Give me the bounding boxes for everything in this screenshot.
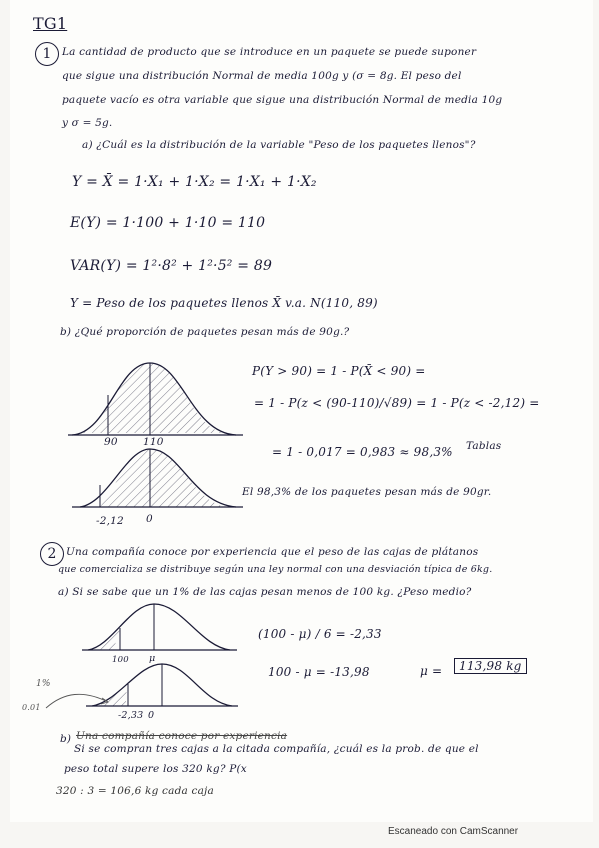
tables-note: Tablas bbox=[466, 440, 502, 452]
page-title: TG1 bbox=[33, 14, 68, 33]
problem-1-number-wrapper bbox=[35, 42, 59, 66]
problem-1-intro-line-2: que sigue una distribución Normal de media 100g y (σ = 8g. El peso del bbox=[62, 70, 462, 82]
graph-3-label-mu: μ bbox=[149, 653, 156, 664]
problem-1a-work-line-1: Y = X̄ = 1·X₁ + 1·X₂ = 1·X₁ + 1·X₂ bbox=[72, 174, 317, 190]
problem-2a-work-line-2: 100 - μ = -13,98 bbox=[268, 665, 370, 679]
problem-1a-work-line-4: Y = Peso de los paquetes llenos X̄ v.a. N(110, 89) bbox=[70, 296, 378, 310]
problem-1b-conclusion: El 98,3% de los paquetes pesan más de 90gr. bbox=[242, 486, 492, 498]
answer-label: μ = bbox=[420, 664, 443, 678]
margin-note-percent: 1% bbox=[36, 679, 51, 689]
scanner-watermark: Escaneado con CamScanner bbox=[388, 826, 519, 837]
bell-curve-graph-3 bbox=[82, 600, 242, 660]
problem-1b-question: b) ¿Qué proporción de paquetes pesan más de 90g.? bbox=[60, 326, 350, 338]
margin-arrow bbox=[44, 688, 114, 712]
problem-1-intro-line-1: La cantidad de producto que se introduce en un paquete se puede suponer bbox=[62, 46, 477, 58]
graph-4-label-0: 0 bbox=[148, 710, 155, 721]
problem-1b-work-line-3: = 1 - 0,017 = 0,983 ≈ 98,3% bbox=[272, 445, 453, 459]
graph-2-label-z: -2,12 bbox=[96, 515, 124, 527]
problem-1b-work-line-2: = 1 - P(z < (90-110)/√89) = 1 - P(z < -2,12) = bbox=[254, 396, 540, 410]
problem-2b-question-line-1: Si se compran tres cajas a la citada compañía, ¿cuál es la prob. de que el bbox=[74, 743, 479, 755]
problem-2-number-wrapper bbox=[40, 542, 64, 566]
graph-4-label-z: -2,33 bbox=[118, 710, 144, 721]
graph-2-label-0: 0 bbox=[146, 513, 153, 525]
graph-1-label-110: 110 bbox=[143, 436, 164, 448]
problem-1b-work-line-1: P(Y > 90) = 1 - P(X̄ < 90) = bbox=[252, 364, 426, 378]
problem-1-intro-line-4: y σ = 5g. bbox=[62, 117, 113, 129]
margin-note-decimal: 0.01 bbox=[22, 703, 41, 712]
problem-1-number: 1 bbox=[35, 42, 59, 66]
graph-3-label-100: 100 bbox=[112, 655, 129, 665]
problem-2-intro-line-2: que comercializa se distribuye según una ley normal con una desviación típica de 6kg. bbox=[58, 564, 493, 575]
problem-1-intro-line-3: paquete vacío es otra variable que sigue una distribución Normal de media 10g bbox=[62, 94, 503, 106]
graph-1-label-90: 90 bbox=[104, 436, 118, 448]
problem-2b-question-line-2: peso total supere los 320 kg? P(x bbox=[64, 763, 247, 775]
problem-2b-work: 320 : 3 = 106,6 kg cada caja bbox=[56, 785, 214, 797]
problem-2b-label: b) bbox=[60, 733, 72, 745]
answer-box: 113,98 kg bbox=[454, 658, 527, 674]
bell-curve-graph-2 bbox=[68, 445, 248, 525]
problem-1a-work-line-2: E(Y) = 1·100 + 1·10 = 110 bbox=[70, 215, 266, 231]
problem-1a-question: a) ¿Cuál es la distribución de la variable "Peso de los paquetes llenos"? bbox=[82, 139, 476, 151]
problem-2b-struck-text: Una compañía conoce por experiencia bbox=[76, 730, 288, 742]
problem-2-number: 2 bbox=[40, 542, 64, 566]
problem-2-intro-line-1: Una compañía conoce por experiencia que el peso de las cajas de plátanos bbox=[66, 546, 479, 558]
problem-1a-work-line-3: VAR(Y) = 1²·8² + 1²·5² = 89 bbox=[70, 258, 273, 274]
problem-2a-question: a) Si se sabe que un 1% de las cajas pesan menos de 100 kg. ¿Peso medio? bbox=[58, 586, 472, 598]
problem-2a-work-line-1: (100 - μ) / 6 = -2,33 bbox=[258, 627, 382, 641]
